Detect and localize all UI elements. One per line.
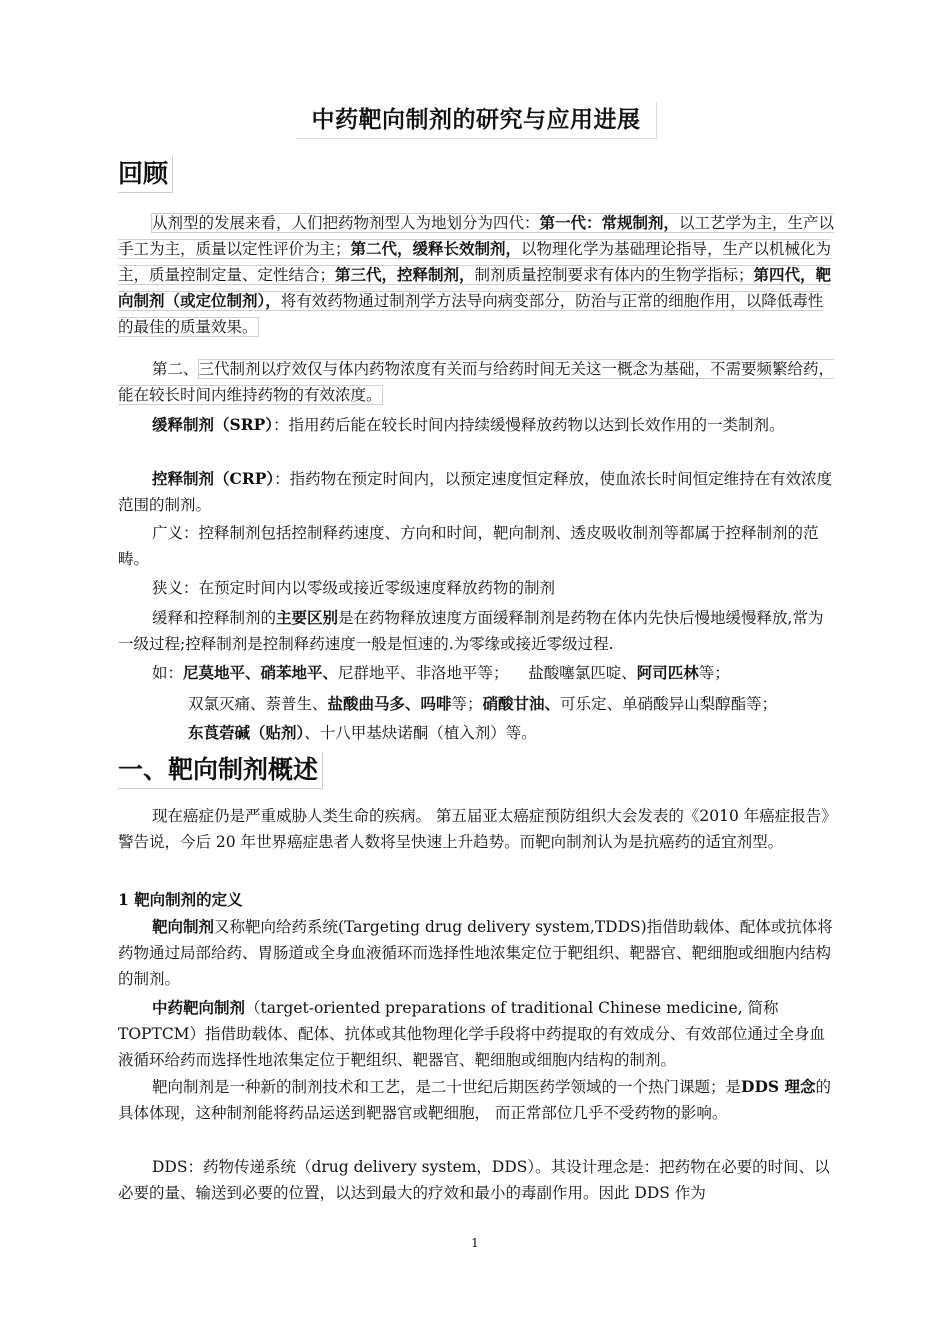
bold-span: 硝酸甘油、: [482, 694, 561, 713]
bold-span: 主要区别: [276, 608, 339, 627]
bold-span: 第三代，控释制剂，: [335, 265, 475, 284]
paragraph-second-third-gen: [118, 356, 838, 408]
text-span: 靶向制剂是一种新的制剂技术和工艺，是二十世纪后期医药学领域的一个热门课题；是: [152, 1078, 742, 1096]
text-span: 可乐定、单硝酸异山梨醇酯等；: [560, 695, 778, 713]
paragraph-dds-concept: [118, 1074, 838, 1126]
paragraph-examples-2: [188, 691, 848, 717]
bold-span: 盐酸曲马多、吗啡: [327, 694, 452, 713]
paragraph-main-difference: [118, 605, 838, 657]
paragraph-tdds-definition: [118, 914, 838, 992]
paragraph-examples-1: [118, 660, 838, 686]
bold-span: 缓释制剂（SRP）: [152, 415, 273, 434]
text-span: 从剂型的发展来看，人们把药物剂型人为地划分为四代：: [152, 214, 540, 232]
text-span: 以工艺学为主，生产以手工为主，质量以定性评价为主；: [118, 214, 835, 258]
paragraph-crp: [118, 466, 838, 518]
bold-span: 靶向制剂: [152, 917, 215, 936]
text-span: 双氯灭痛、萘普生、: [188, 695, 328, 713]
heading-review: 回顾: [118, 156, 173, 193]
bold-span: 第四代，靶向制剂（或定位制剂），: [118, 265, 832, 310]
bold-span: DDS 理念: [741, 1077, 816, 1096]
text-span: 将有效药物通过制剂学方法导向病变部分，防治与正常的细胞作用，以降低毒性的最佳的质量效果。: [118, 292, 824, 336]
text-span: 的具体体现，这种制剂能将药品运送到靶器官或靶细胞， 而正常部位几乎不受药物的影响。: [118, 1078, 832, 1122]
bold-span: 中药靶向制剂: [152, 998, 246, 1017]
bold-span: 东莨菪碱（贴剂）: [188, 723, 305, 742]
text-span: 制剂质量控制要求有体内的生物学指标；: [474, 266, 754, 284]
paragraph-narrow-sense: 狭义：在预定时间内以零级或接近零级速度释放药物的制剂: [152, 579, 556, 597]
page-number: 1: [471, 1236, 479, 1250]
text-span: 等；: [451, 695, 483, 713]
text-span: 、十八甲基炔诺酮（植入剂）等。: [304, 724, 537, 742]
text-span: 是在药物释放速度方面缓释制剂是药物在体内先快后慢地缓慢释放,常为一级过程;控释制剂是控制释药速度一般是恒速的.为零缘或接近零级过程.: [118, 609, 824, 653]
paragraph-cancer-report: 现在癌症仍是严重威胁人类生命的疾病。 第五届亚太癌症预防组织大会发表的《2010 年癌症报告》警告说，今后 20 年世界癌症患者人数将呈快速上升趋势。而靶向制剂认为是抗癌药的适宜剂型。: [118, 807, 837, 851]
bold-span: 控释制剂（CRP）: [152, 469, 275, 488]
text-span: 缓释和控释制剂的: [152, 609, 277, 627]
bold-span: 第一代：常规制剂，: [539, 213, 680, 232]
text-span: 如：: [152, 664, 184, 682]
text-span: 又称靶向给药系统(Targeting drug delivery system,TDDS)指借助载体、配体或抗体将药物通过局部给药、胃肠道或全身血液循环而选择性地浓集定位于靶组织、靶器官、靶细胞或细胞内结构的制剂。: [118, 918, 833, 988]
paragraph-examples-3: [188, 720, 848, 746]
text-span: 尼群地平、非洛地平等；: [338, 664, 509, 682]
text-span: 第二、: [152, 360, 199, 378]
text-span: 三代制剂以疗效仅与体内药物浓度有关而与给药时间无关这一概念为基础，不需要频繁给药，能在较长时间内维持药物的有效浓度。: [118, 360, 835, 404]
bold-span: 第二代，缓释长效制剂，: [350, 239, 522, 258]
paragraph-broad-sense: 广义：控释制剂包括控制释药速度、方向和时间，靶向制剂、透皮吸收制剂等都属于控释制剂的范畴。: [118, 524, 819, 568]
bold-span: 尼莫地平、硝苯地平、: [183, 663, 339, 682]
document-title: 中药靶向制剂的研究与应用进展: [296, 102, 657, 139]
paragraph-srp: [118, 412, 838, 438]
heading-targeting-overview: 一、靶向制剂概述: [118, 752, 323, 789]
bold-span: 阿司匹林: [636, 663, 699, 682]
subheading-definition: 1 靶向制剂的定义: [118, 890, 243, 909]
text-span: 等；: [698, 664, 730, 682]
text-span: 盐酸噻氯匹啶、: [528, 664, 637, 682]
text-span: （target-oriented preparations of traditional Chinese medicine, 简称 TOPTCM）指借助载体、配体、抗体或其他物理化学手段将中药提取的有效成分、有效部位通过全身血液循环给药而选择性地浓集定位于靶组织、靶器官、靶细胞或细胞内结构的制剂。: [118, 999, 826, 1069]
text-span: ：指用药后能在较长时间内持续缓慢释放药物以达到长效作用的一类制剂。: [272, 416, 785, 434]
paragraph-dosage-generations: [118, 210, 838, 340]
paragraph-dds-design: DDS：药物传递系统（drug delivery system，DDS）。其设计理念是：把药物在必要的时间、以必要的量、输送到必要的位置，以达到最大的疗效和最小的毒副作用。因此 DDS 作为: [118, 1158, 830, 1202]
text-span: 以物理化学为基础理论指导，生产以机械化为主，质量控制定量、定性结合；: [118, 240, 832, 284]
paragraph-toptcm-definition: [118, 995, 838, 1073]
text-span: ：指药物在预定时间内，以预定速度恒定释放，使血浓长时间恒定维持在有效浓度范围的制剂。: [118, 470, 833, 514]
